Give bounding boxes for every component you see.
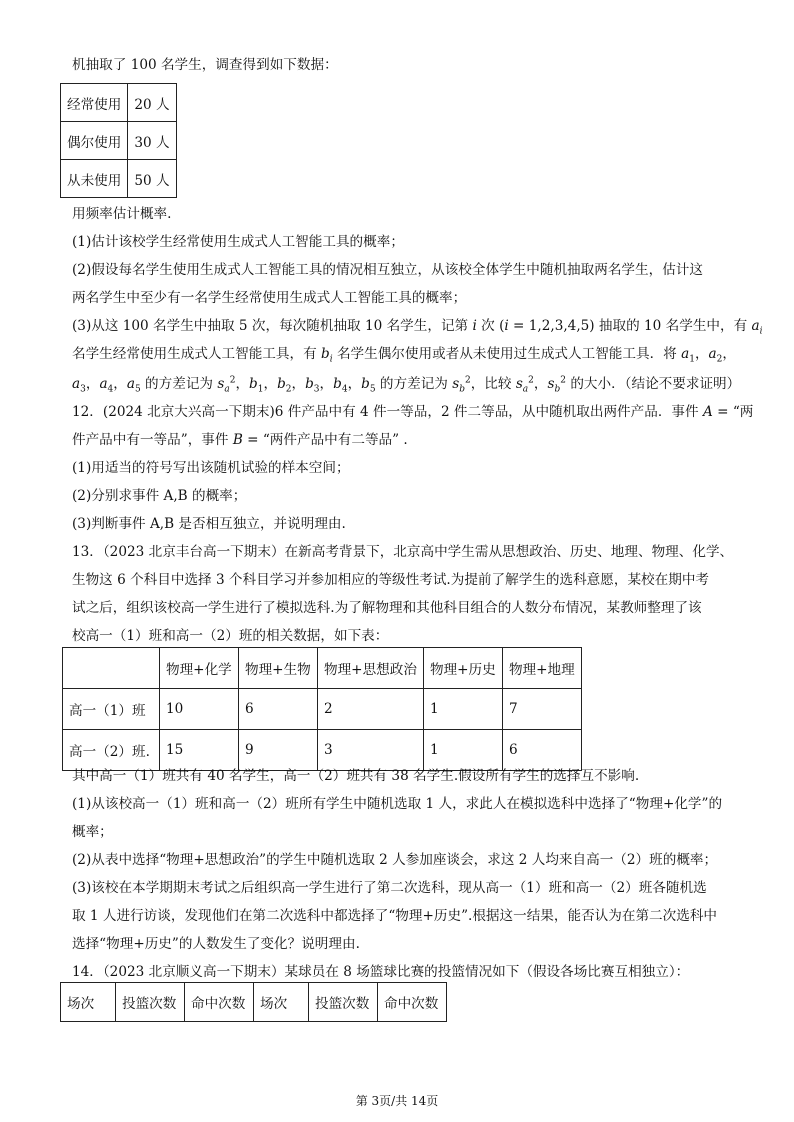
table-cell: 20 人 [128,84,176,122]
table-cell: 经常使用 [61,84,128,122]
usage-table [60,83,177,198]
p11-q1: (1)估计该校学生经常使用生成式人工智能工具的概率； [72,234,404,250]
table-cell: 命中次数 [185,983,254,1022]
table-cell: 投篮次数 [116,983,185,1022]
table-cell: 2 [318,689,424,730]
table-cell: 物理+地理 [502,648,581,689]
table-cell: 物理+历史 [423,648,502,689]
table-cell: 场次 [254,983,309,1022]
p13-q1-line2: 概率； [72,824,113,840]
table-cell: 6 [239,689,318,730]
table-header-row [63,648,582,689]
p11-after-table: 用频率估计概率. [72,206,172,222]
table-row [61,160,177,198]
p13-after-table: 其中高一（1）班共有 40 名学生，高一（2）班共有 38 名学生.假设所有学生的选择互不影响. [72,768,640,784]
table-cell: 7 [502,689,581,730]
table-cell: 物理+思想政治 [318,648,424,689]
table-cell: 10 [160,689,239,730]
table-row [63,689,582,730]
table-cell [63,648,160,689]
p13-line1: 13．（2023 北京丰台高一下期末）在新高考背景下，北京高中学生需从思想政治、历史、地理、物理、化学、 [72,544,734,560]
table-cell: 偶尔使用 [61,122,128,160]
subject-table [62,647,582,771]
table-row [61,84,177,122]
table-cell: 高一（2）班. [63,730,160,771]
shooting-table [60,982,447,1022]
table-cell: 3 [318,730,424,771]
table-cell: 15 [160,730,239,771]
table-row [63,730,582,771]
p13-line4: 校高一（1）班和高一（2）班的相关数据，如下表： [72,628,389,644]
table-cell: 30 人 [128,122,176,160]
table-cell: 物理+生物 [239,648,318,689]
table-cell: 1 [423,689,502,730]
p13-q1-line1: (1)从该校高一（1）班和高一（2）班所有学生中随机选取 1 人，求此人在模拟选科中选择了“物理+化学”的 [72,796,723,812]
p13-q3-line1: (3)该校在本学期期末考试之后组织高一学生进行了第二次选科，现从高一（1）班和高一（2）班各随机选 [72,880,707,896]
p12-line1: 12．(2024 北京大兴高一下期末)6 件产品中有 4 件一等品，2 件二等品，从中随机取出两件产品．事件 A = “两 [72,404,754,420]
p13-line2: 生物这 6 个科目中选择 3 个科目学习并参加相应的等级性考试.为提前了解学生的选科意愿，某校在期中考 [72,572,710,588]
page-footer: 第 3页/共 14页 [355,1094,439,1108]
p13-q2: (2)从表中选择“物理+思想政治”的学生中随机选取 2 人参加座谈会，求这 2 人均来自高一（2）班的概率； [72,852,718,868]
table-cell: 1 [423,730,502,771]
p12-q2: (2)分别求事件 A,B 的概率； [72,488,247,504]
p13-line3: 试之后，组织该校高一学生进行了模拟选科.为了解物理和其他科目组合的人数分布情况，某教师整理了该 [72,600,702,616]
p11-q3-line2: 名学生经常使用生成式人工智能工具，有 $b_i$ 名学生偶尔使用或者从未使用过生成式人工智能工具．将 $a_1$，$a_2$， [72,346,736,365]
table-cell: 6 [502,730,581,771]
p11-q3-line3: $a_3$，$a_4$，$a_5$ 的方差记为 $s_a^2$，$b_1$，$b_2$，$b_3$，$b_4$，$b_5$ 的方差记为 $s_b^2$，比较 $s_a^2$，$s_b^2$ 的大小．（结论不要求证明） [72,375,741,395]
intro-text: 机抽取了 100 名学生，调查得到如下数据： [72,57,338,73]
p11-q2-line2: 两名学生中至少有一名学生经常使用生成式人工智能工具的概率； [72,290,467,306]
table-cell: 从未使用 [61,160,128,198]
table-cell: 投篮次数 [309,983,378,1022]
p11-q3-line1: (3)从这 100 名学生中抽取 5 次，每次随机抽取 10 名学生，记第 i 次 (i = 1,2,3,4,5) 抽取的 10 名学生中，有 $a_i$ [72,318,763,337]
table-cell: 50 人 [128,160,176,198]
p12-line2: 件产品中有一等品”，事件 B = “两件产品中有二等品” . [72,432,408,448]
table-cell: 9 [239,730,318,771]
table-cell: 命中次数 [378,983,447,1022]
p14-line1: 14．（2023 北京顺义高一下期末）某球员在 8 场篮球比赛的投篮情况如下（假设各场比赛互相独立）： [72,964,690,980]
table-row [61,122,177,160]
table-cell: 场次 [61,983,116,1022]
p11-q2-line1: (2)假设每名学生使用生成式人工智能工具的情况相互独立，从该校全体学生中随机抽取两名学生，估计这 [72,262,703,278]
table-header-row [61,983,447,1022]
p12-q1: (1)用适当的符号写出该随机试验的样本空间； [72,460,350,476]
table-cell: 物理+化学 [160,648,239,689]
table-cell: 高一（1）班 [63,689,160,730]
p13-q3-line2: 取 1 人进行访谈，发现他们在第二次选科中都选择了“物理+历史”.根据这一结果，能否认为在第二次选科中 [72,908,718,924]
p12-q3: (3)判断事件 A,B 是否相互独立，并说明理由. [72,516,346,532]
p13-q3-line3: 选择“物理+历史”的人数发生了变化？说明理由. [72,936,360,952]
